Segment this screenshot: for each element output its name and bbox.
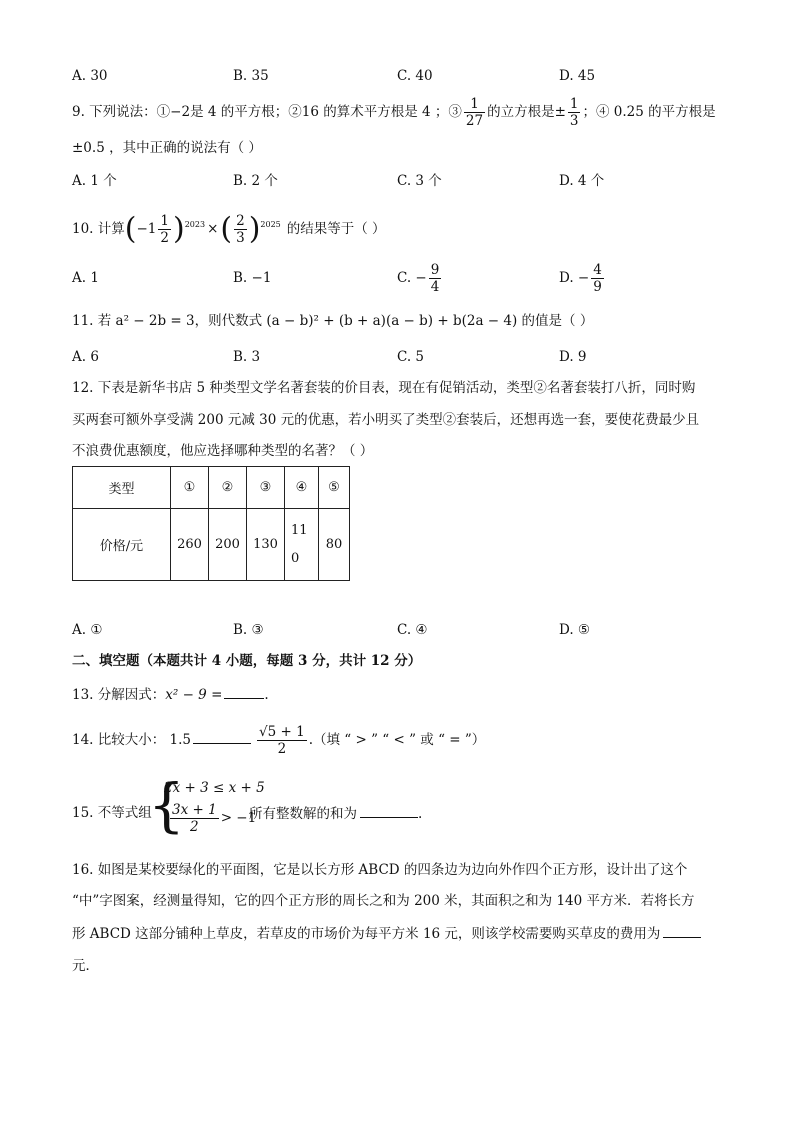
q8-option-a: A. 30 — [72, 68, 108, 84]
q12-option-a: A. ① — [72, 622, 103, 638]
q10-fraction-1-2: $\frac{1}{2}$ — [160, 213, 169, 246]
table-header-type-1: ① — [171, 467, 209, 509]
q12-option-b: B. ③ — [233, 622, 264, 638]
q14-stem: 14. 比较大小： 1.5 $\frac{√5 + 1}{2}$ .（填 “ > ” “ < ” 或 “ = ”） — [72, 724, 486, 757]
q10-exponent-2023: 2023 — [184, 220, 206, 229]
q16-stem-line3: 形 ABCD 这部分铺种上草皮，若草皮的市场价为每平方米 16 元，则该学校需要购买草皮的费用为 — [72, 923, 701, 944]
table-header-type-2: ② — [209, 467, 247, 509]
q11-option-a: A. 6 — [72, 349, 99, 365]
q10-stem — [72, 212, 386, 248]
table-price-3: 130 — [247, 509, 285, 581]
q16-answer-blank[interactable] — [663, 923, 701, 938]
q11-option-c: C. 5 — [397, 349, 425, 365]
q11-stem: 11. 若 a² − 2b = 3，则代数式 (a − b)² + (b + a)(a − b) + b(2a − 4) 的值是（ ） — [72, 313, 594, 329]
q9-text-b: 的立方根是± — [487, 104, 566, 120]
q12-stem-line3: 不浪费优惠额度，他应选择哪种类型的名著？（ ） — [72, 443, 374, 459]
table-price-2: 200 — [209, 509, 247, 581]
table-header-type-3: ③ — [247, 467, 285, 509]
q10-option-b: B. −1 — [233, 270, 272, 286]
q10-times: × — [207, 221, 219, 237]
q15-prefix: 15. 不等式组 — [72, 805, 152, 821]
q12-stem-line2: 买两套可额外享受满 200 元减 30 元的优惠，若小明买了类型②套装后，还想再选一套，要使花费最少且 — [72, 412, 700, 428]
table-header-type-label: 类型 — [73, 467, 171, 509]
q8-option-b: B. 35 — [233, 68, 269, 84]
section-heading-fill-in: 二、填空题（本题共计 4 小题，每题 3 分，共计 12 分） — [72, 653, 422, 669]
q9-stem-line2: ±0.5 ，其中正确的说法有（ ） — [72, 140, 262, 156]
table-price-row — [73, 509, 350, 581]
table-header-row — [73, 467, 350, 509]
q15-suffix: 所有整数解的和为 . — [249, 803, 422, 824]
q8-option-d: D. 45 — [559, 68, 596, 84]
table-price-label: 价格/元 — [73, 509, 171, 581]
q9-option-a: A. 1 个 — [72, 173, 117, 189]
q9-text-c: ；④ 0.25 的平方根是 — [582, 104, 716, 120]
q10-exponent-2025: 2025 — [260, 220, 281, 229]
q13-stem: 13. 分解因式：x² − 9 = . — [72, 684, 269, 705]
q10-right-paren: ) — [172, 211, 185, 247]
table-price-1: 260 — [171, 509, 209, 581]
price-table — [72, 466, 350, 581]
q9-text-a: 9. 下列说法：①−2是 4 的平方根；②16 的算术平方根是 4 ；③ — [72, 104, 462, 120]
q15-brace: { — [148, 771, 185, 839]
q10-left-paren: ( — [124, 211, 137, 247]
q10-left-paren-2: ( — [220, 211, 233, 247]
q8-option-c: C. 40 — [397, 68, 433, 84]
q9-option-b: B. 2 个 — [233, 173, 278, 189]
q13-answer-blank[interactable] — [224, 684, 264, 699]
q10-prefix: 10. 计算 — [72, 221, 125, 237]
q11-option-d: D. 9 — [559, 349, 587, 365]
q16-stem-line4: 元． — [72, 958, 99, 974]
q15-inequality-1: 2x + 3 ≤ x + 5 — [164, 780, 265, 796]
q12-stem-line1: 12. 下表是新华书店 5 种类型文学名著套装的价目表，现在有促销活动，类型②名著套装打八折，同时购 — [72, 380, 696, 396]
q10-option-c: C. − $\frac{9}{4}$ — [397, 262, 440, 295]
table-price-4: 11 0 — [285, 509, 319, 581]
q10-minus-one: −1 — [136, 221, 157, 237]
q13-expression: x² − 9 = — [165, 687, 223, 703]
q14-answer-blank[interactable] — [193, 729, 251, 744]
q15-answer-blank[interactable] — [360, 803, 418, 818]
q9-option-c: C. 3 个 — [397, 173, 442, 189]
q9-option-d: D. 4 个 — [559, 173, 605, 189]
q11-option-b: B. 3 — [233, 349, 261, 365]
q9-fraction-1-3: $\frac{1}{3}$ — [569, 96, 579, 129]
q12-option-d: D. ⑤ — [559, 622, 591, 638]
q10-option-a: A. 1 — [72, 270, 99, 286]
q16-stem-line2: “中”字图案，经测量得知，它的四个正方形的周长之和为 200 米，其面积之和为 140 平方米．若将长方 — [72, 893, 695, 909]
table-header-type-5: ⑤ — [319, 467, 350, 509]
q9-fraction-1-27: $\frac{1}{27}$ — [465, 96, 484, 129]
q14-fraction-sqrt5: $\frac{√5 + 1}{2}$ — [259, 724, 305, 757]
q10-fraction-2-3: $\frac{2}{3}$ — [236, 213, 245, 246]
q15-inequality-2: $\frac{3x + 1}{2}$ > −1 — [172, 802, 257, 835]
q12-option-c: C. ④ — [397, 622, 428, 638]
q16-stem-line1: 16. 如图是某校要绿化的平面图，它是以长方形 ABCD 的四条边为边向外作四个正方形，设计出了这个 — [72, 862, 688, 878]
q9-stem-line1 — [72, 96, 716, 129]
q10-suffix: 的结果等于（ ） — [286, 221, 386, 237]
q10-right-paren-2: ) — [248, 211, 261, 247]
q10-option-d: D. − $\frac{4}{9}$ — [559, 262, 602, 295]
table-price-5: 80 — [319, 509, 350, 581]
table-header-type-4: ④ — [285, 467, 319, 509]
